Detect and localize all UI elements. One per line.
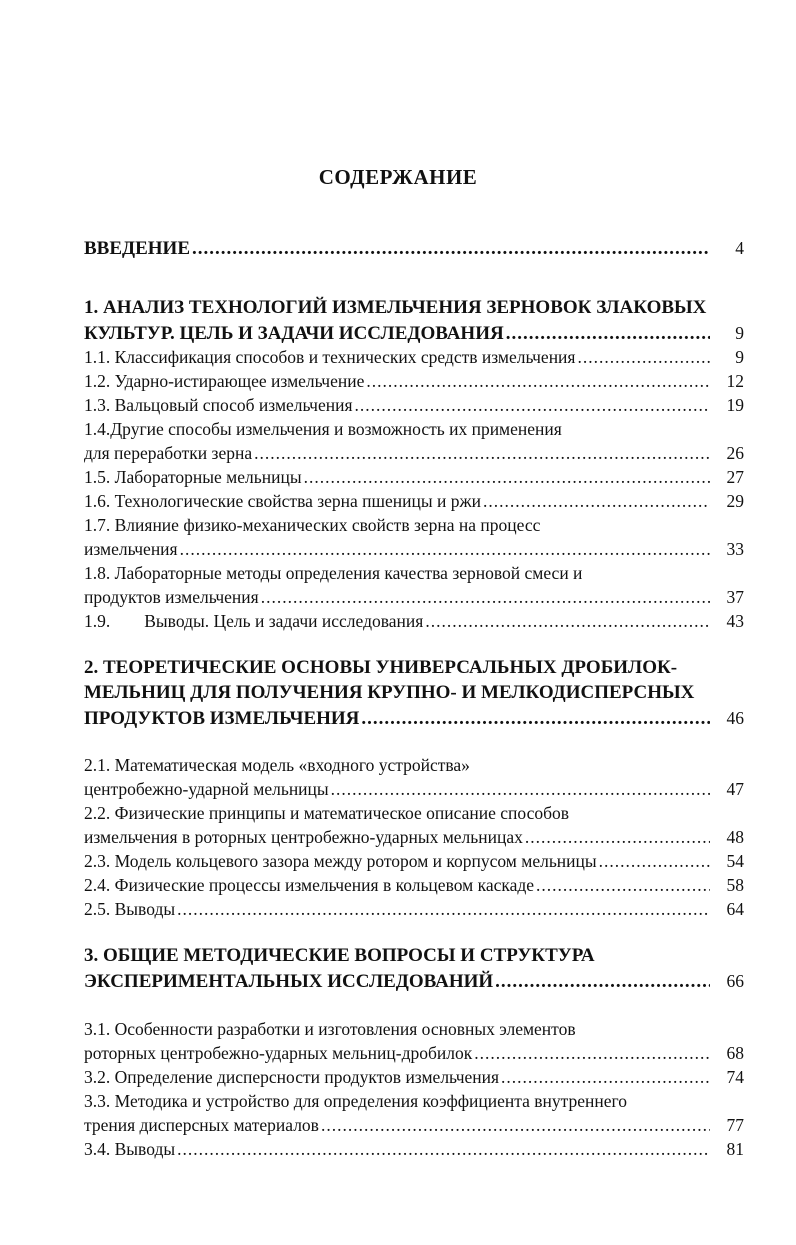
page-number: 81 <box>726 1139 744 1159</box>
page-number: 33 <box>726 539 744 559</box>
entry-number: 1.9. <box>84 611 111 631</box>
dot-leader <box>495 970 710 994</box>
toc-entry-1-9[interactable] <box>84 609 744 633</box>
dot-leader <box>577 345 710 369</box>
page-number: 46 <box>726 708 744 728</box>
dot-leader <box>536 873 710 897</box>
toc-entry-3-1-line-1[interactable]: 3.1. Особенности разработки и изготовления основных элементов <box>84 1019 576 1039</box>
page-number: 43 <box>726 611 744 631</box>
page-number: 54 <box>726 851 744 871</box>
dot-leader <box>177 1137 710 1161</box>
page-number: 68 <box>726 1043 744 1063</box>
page-number: 26 <box>726 443 744 463</box>
toc-entry-3-3-line-1[interactable]: 3.3. Методика и устройство для определения коэффициента внутреннего <box>84 1091 628 1111</box>
page-number: 77 <box>726 1115 744 1135</box>
toc-chapter-2-line-1[interactable]: 2. ТЕОРЕТИЧЕСКИЕ ОСНОВЫ УНИВЕРСАЛЬНЫХ ДРОБИЛОК- <box>84 657 678 678</box>
page-number: 66 <box>726 971 744 991</box>
page-number: 47 <box>726 779 744 799</box>
toc-entry-1-4-line-2[interactable]: для переработки зерна ..... 26 <box>84 441 744 465</box>
dot-leader <box>361 707 710 731</box>
toc-entry-2-2-line-1[interactable]: 2.2. Физические принципы и математическое описание способов <box>84 803 570 823</box>
dot-leader <box>474 1041 710 1065</box>
dot-leader <box>304 465 710 489</box>
page-number: 58 <box>726 875 744 895</box>
toc-entry-1-6[interactable]: 1.6. Технологические свойства зерна пшеницы и ржи ..... 29 <box>84 489 744 513</box>
toc-entry-3-3-line-2[interactable]: трения дисперсных материалов ..... 77 <box>84 1113 744 1137</box>
toc-entry-2-1-line-1[interactable]: 2.1. Математическая модель «входного устройства» <box>84 755 470 775</box>
toc-entry-1-5[interactable]: 1.5. Лабораторные мельницы ..... 27 <box>84 465 744 489</box>
dot-leader <box>177 897 710 921</box>
toc-chapter-2-line-2[interactable]: МЕЛЬНИЦ ДЛЯ ПОЛУЧЕНИЯ КРУПНО- И МЕЛКОДИСПЕРСНЫХ <box>84 682 695 703</box>
page-number: 29 <box>726 491 744 511</box>
toc-entry-2-5[interactable]: 2.5. Выводы ..... 64 <box>84 897 744 921</box>
toc-entry-2-4[interactable]: 2.4. Физические процессы измельчения в кольцевом каскаде ..... 58 <box>84 873 744 897</box>
page-number: 9 <box>735 323 744 343</box>
toc-entry-1-8-line-1[interactable]: 1.8. Лабораторные методы определения качества зерновой смеси и <box>84 563 583 583</box>
dot-leader <box>525 825 710 849</box>
page-number: 37 <box>726 587 744 607</box>
page-number: 9 <box>735 347 744 367</box>
dot-leader <box>483 489 710 513</box>
page-number: 12 <box>726 371 744 391</box>
toc-entry-1-8-line-2[interactable]: продуктов измельчения ..... 37 <box>84 585 744 609</box>
dot-leader <box>180 537 710 561</box>
toc-entry-2-1-line-2[interactable]: центробежно-ударной мельницы ..... 47 <box>84 777 744 801</box>
dot-leader <box>599 849 710 873</box>
entry-title: Выводы. Цель и задачи исследования <box>144 611 424 631</box>
toc-chapter-1-line-2[interactable]: КУЛЬТУР. ЦЕЛЬ И ЗАДАЧИ ИССЛЕДОВАНИЯ ..... 9 <box>84 321 744 345</box>
toc-entry-1-7-line-1[interactable]: 1.7. Влияние физико-механических свойств зерна на процесс <box>84 515 541 535</box>
toc-entry-2-2-line-2[interactable]: измельчения в роторных центробежно-ударных мельницах ..... 48 <box>84 825 744 849</box>
toc-entry-1-7-line-2[interactable]: измельчения ..... 33 <box>84 537 744 561</box>
dot-leader <box>425 609 710 633</box>
toc-entry-3-1-line-2[interactable]: роторных центробежно-ударных мельниц-дробилок ..... 68 <box>84 1041 744 1065</box>
dot-leader <box>321 1113 710 1137</box>
dot-leader <box>506 322 710 346</box>
page-number: 19 <box>726 395 744 415</box>
dot-leader <box>366 369 710 393</box>
toc-entry-1-1[interactable]: 1.1. Классификация способов и технических средств измельчения ..... 9 <box>84 345 744 369</box>
page-title: СОДЕРЖАНИЕ <box>318 165 478 189</box>
page-number: 74 <box>726 1067 744 1087</box>
toc-entry-intro[interactable]: ВВЕДЕНИЕ ..... 4 <box>84 236 744 260</box>
toc-chapter-2-line-3[interactable]: ПРОДУКТОВ ИЗМЕЛЬЧЕНИЯ ..... 46 <box>84 706 744 730</box>
dot-leader <box>254 441 710 465</box>
page-number: 27 <box>726 467 744 487</box>
toc-chapter-3-line-2[interactable]: ЭКСПЕРИМЕНТАЛЬНЫХ ИССЛЕДОВАНИЙ ..... 66 <box>84 969 744 993</box>
toc-entry-1-4-line-1[interactable]: 1.4.Другие способы измельчения и возможность их применения <box>84 419 562 439</box>
dot-leader <box>261 585 710 609</box>
toc-entry-3-2[interactable]: 3.2. Определение дисперсности продуктов измельчения ..... 74 <box>84 1065 744 1089</box>
dot-leader <box>192 237 710 261</box>
page-number: 48 <box>726 827 744 847</box>
dot-leader <box>355 393 710 417</box>
toc-entry-3-4[interactable]: 3.4. Выводы ..... 81 <box>84 1137 744 1161</box>
dot-leader <box>501 1065 710 1089</box>
dot-leader <box>331 777 710 801</box>
toc-entry-1-3[interactable]: 1.3. Вальцовый способ измельчения ..... 19 <box>84 393 744 417</box>
toc-chapter-1-line-1[interactable]: 1. АНАЛИЗ ТЕХНОЛОГИЙ ИЗМЕЛЬЧЕНИЯ ЗЕРНОВОК ЗЛАКОВЫХ <box>84 297 707 318</box>
toc-entry-1-2[interactable]: 1.2. Ударно-истирающее измельчение ..... 12 <box>84 369 744 393</box>
toc-entry-2-3[interactable]: 2.3. Модель кольцевого зазора между ротором и корпусом мельницы ..... 54 <box>84 849 744 873</box>
page-number: 64 <box>726 899 744 919</box>
page-number: 4 <box>735 238 744 258</box>
toc-chapter-3-line-1[interactable]: 3. ОБЩИЕ МЕТОДИЧЕСКИЕ ВОПРОСЫ И СТРУКТУРА <box>84 945 595 966</box>
